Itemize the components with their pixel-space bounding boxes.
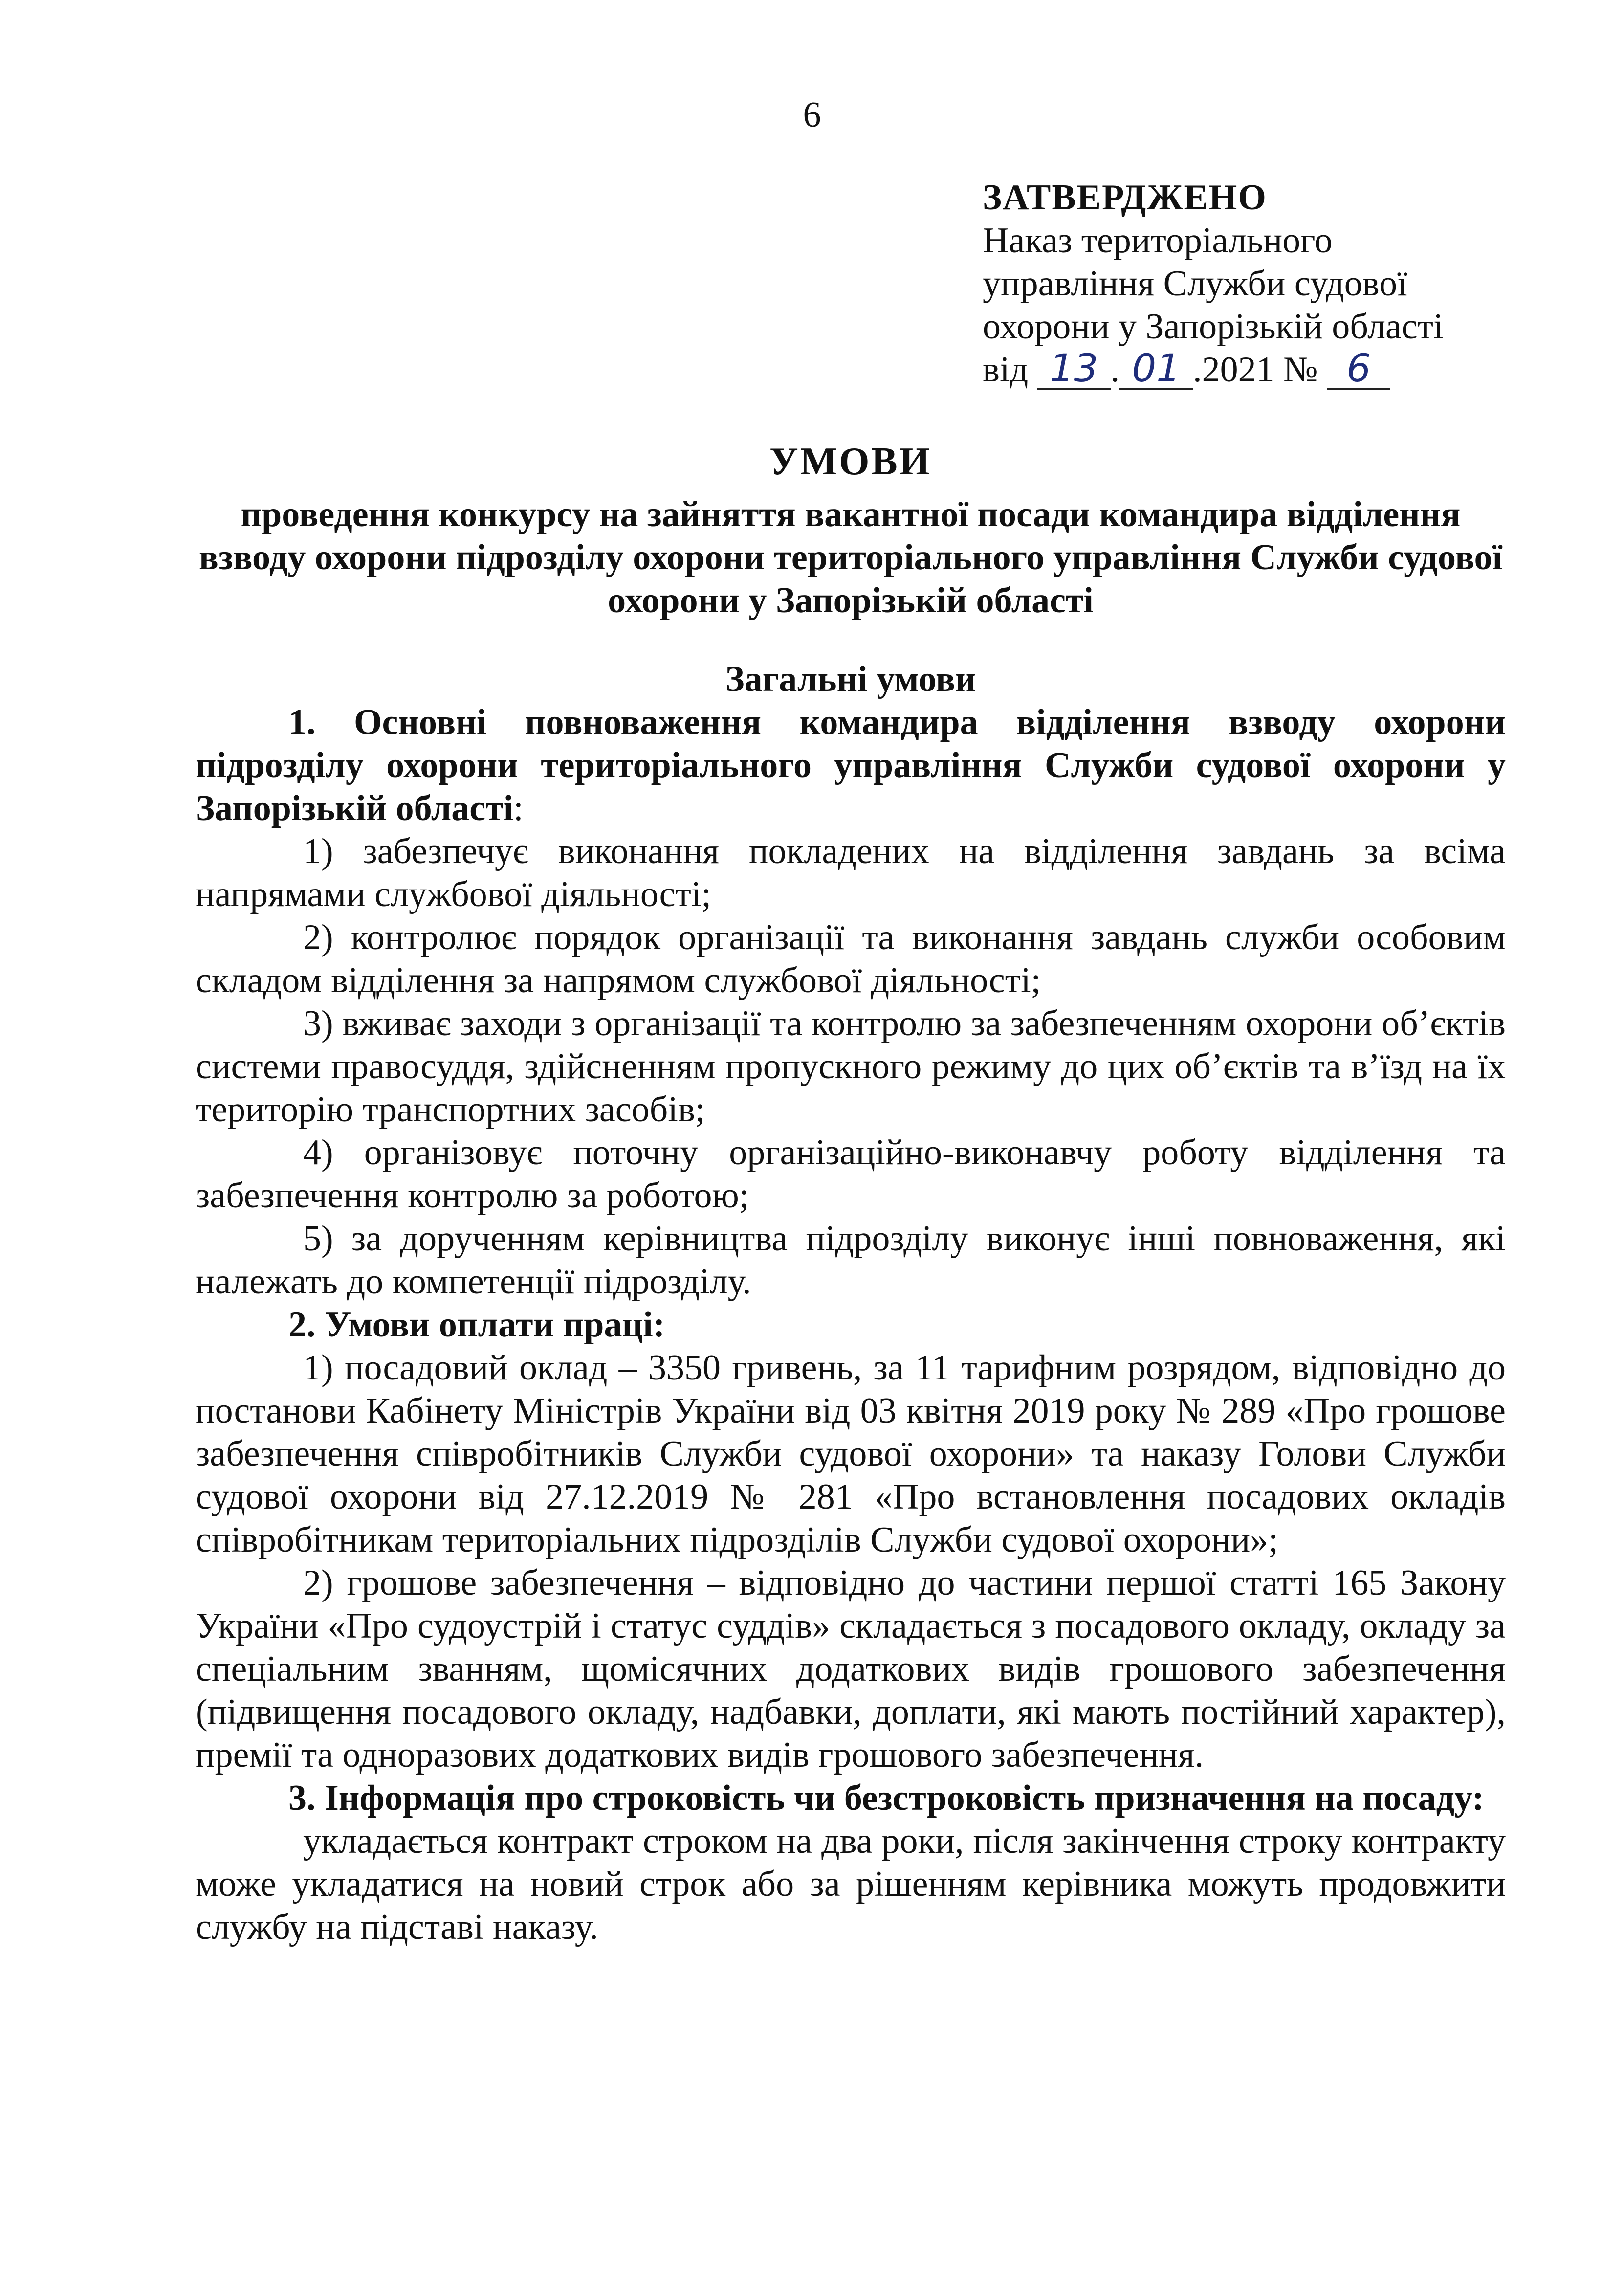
approval-block (983, 176, 1520, 391)
section-1-heading-suffix: : (513, 788, 524, 828)
section-2-item-2: 2) грошове забезпечення – відповідно до частини першої статті 165 Закону України «Про судоустрій і статус суддів» складається з посадового окладу, окладу за спеціальним званням, щомісячних додаткових видів грошового забезпечення (підвищення посадового окладу, надбавки, доплати, які мають постійний характер), премії та одноразових додаткових видів грошового забезпечення. (196, 1563, 1506, 1775)
section-2-heading: 2. Умови оплати праці: (288, 1305, 665, 1345)
date-prefix: від (983, 350, 1029, 390)
section-1-item-3: 3) вживає заходи з організації та контролю за забезпеченням охорони об’єктів системи правосуддя, здійсненням пропускного режиму до цих об’єктів та в’їзд на їх територію транспортних засобів; (196, 1003, 1506, 1130)
approval-heading: ЗАТВЕРДЖЕНО (983, 178, 1267, 218)
section-1-item-4: 4) організовує поточну організаційно-виконавчу роботу відділення та забезпечення контролю за роботою; (196, 1133, 1506, 1216)
section-1-item-5: 5) за дорученням керівництва підрозділу виконує інші повноваження, які належать до компетенції підрозділу. (196, 1219, 1506, 1302)
section-2-item-1: 1) посадовий оклад – 3350 гривень, за 11 тарифним розрядом, відповідно до постанови Кабінету Міністрів України від 03 квітня 2019 року № 289 «Про грошове забезпечення співробітників Служби судової охорони» та наказу Голови Служби судової охорони від 27.12.2019 № 281 «Про встановлення посадових окладів співробітникам територіальних підрозділів Служби судової охорони»; (196, 1348, 1506, 1560)
page-number: 6 (803, 95, 821, 135)
approval-line-3: охорони у Запорізькій області (983, 307, 1444, 347)
handwritten-month: 01 (1119, 349, 1193, 390)
approval-date-line: від 13 . 01 .2021 № 6 (983, 348, 1520, 391)
date-year: .2021 № (1193, 350, 1318, 390)
handwritten-day: 13 (1037, 349, 1111, 390)
title-main: УМОВИ (769, 440, 932, 483)
section-3-heading: 3. Інформація про строковість чи безстроковість призначення на посаду: (288, 1778, 1484, 1818)
section-1-item-1: 1) забезпечує виконання покладених на відділення завдань за всіма напрямами службової діяльності; (196, 831, 1506, 914)
section-1-heading (196, 701, 1506, 830)
general-conditions-heading: Загальні умови (725, 659, 976, 699)
document-title (196, 440, 1506, 622)
approval-line-1: Наказ територіального (983, 221, 1333, 261)
title-subtitle: проведення конкурсу на зайняття вакантної посади командира відділення взводу охорони підрозділу охорони територіального управління Служби судової охорони у Запорізькій області (198, 494, 1503, 621)
document-body (196, 658, 1506, 1949)
section-1-item-2: 2) контролює порядок організації та виконання завдань служби особовим складом відділення за напрямом службової діяльності; (196, 917, 1506, 1001)
handwritten-order-number: 6 (1327, 349, 1390, 390)
section-1-heading-text: 1. Основні повноваження командира відділення взводу охорони підрозділу охорони територіального управління Служби судової охорони у Запорізькій області (196, 702, 1506, 828)
approval-line-2: управління Служби судової (983, 264, 1407, 304)
section-3-text: укладається контракт строком на два роки, після закінчення строку контракту може укладатися на новий строк або за рішенням керівника можуть продовжити службу на підставі наказу. (196, 1821, 1506, 1947)
